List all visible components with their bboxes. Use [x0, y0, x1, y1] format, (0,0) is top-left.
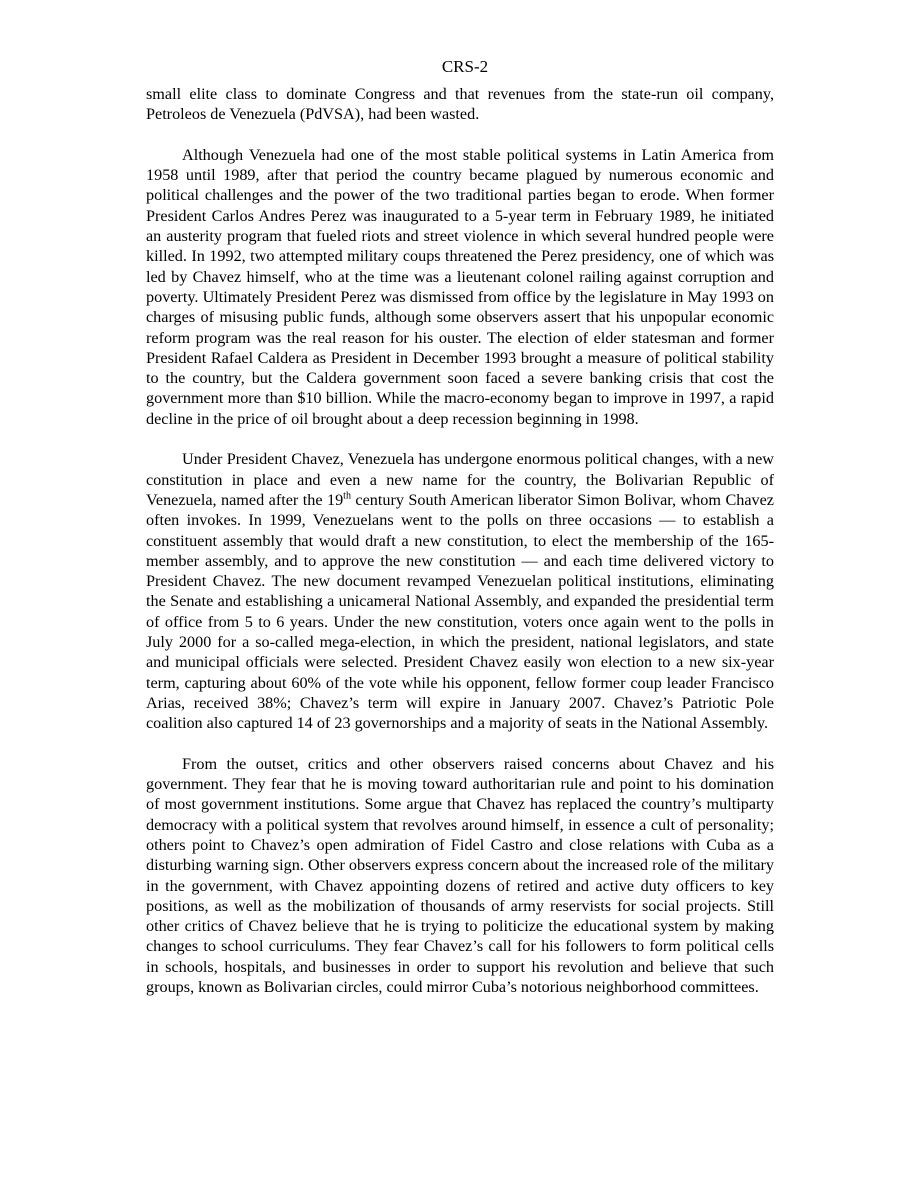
- page-header: CRS-2: [441, 57, 489, 76]
- paragraph-political-history: Although Venezuela had one of the most stable political systems in Latin America from 1958 until 1989, after that period the country became plagued by numerous economic and political challenges and the power of the two traditional parties began to erode. When former President Carlos Andres Perez was inaugurated to a 5-year term in February 1989, he initiated an austerity program that fueled riots and street violence in which several hundred people were killed. In 1992, two attempted military coups threatened the Perez presidency, one of which was led by Chavez himself, who at the time was a lieutenant colonel railing against corruption and poverty. Ultimately President Perez was dismissed from office by the legislature in May 1993 on charges of misusing public funds, although some observers assert that his unpopular economic reform program was the real reason for his ouster. The election of elder statesman and former President Rafael Caldera as President in December 1993 brought a measure of political stability to the country, but the Caldera government soon faced a severe banking crisis that cost the government more than $10 billion. While the macro-economy began to improve in 1997, a rapid decline in the price of oil brought about a deep recession beginning in 1998.: [146, 145, 774, 428]
- paragraph-chavez-changes: [146, 449, 774, 733]
- paragraph-continuation: small elite class to dominate Congress and that revenues from the state-run oil company, Petroleos de Venezuela (PdVSA), had been wasted.: [146, 85, 774, 124]
- ordinal-superscript: th: [343, 490, 351, 502]
- paragraph-critics-concerns: From the outset, critics and other observers raised concerns about Chavez and his government. They fear that he is moving toward authoritarian rule and point to his domination of most government institutions. Some argue that Chavez has replaced the country’s multiparty democracy with a political system that revolves around himself, in essence a cult of personality; others point to Chavez’s open admiration of Fidel Castro and close relations with Cuba as a disturbing warning sign. Other observers express concern about the increased role of the military in the government, with Chavez appointing dozens of retired and active duty officers to key positions, as well as the mobilization of thousands of army reservists for social projects. Still other critics of Chavez believe that he is trying to politicize the educational system by making changes to school curriculums. They fear Chavez’s call for his followers to form political cells in schools, hospitals, and businesses in order to support his revolution and believe that such groups, known as Bolivarian circles, could mirror Cuba’s notorious neighborhood committees.: [146, 754, 774, 997]
- paragraph-text-part: Under President Chavez, Venezuela has undergone enormous political changes, with a new constitution in place and even a new name for the country, the Bolivarian Republic of Venezuela, named after the 19: [146, 450, 774, 509]
- paragraph-text-part: century South American liberator Simon Bolivar, whom Chavez often invokes. In 1999, Venezuelans went to the polls on three occasions — to establish a constituent assembly that would draft a new constitution, to elect the membership of the 165-member assembly, and to approve the new constitution — and each time delivered victory to President Chavez. The new document revamped Venezuelan political institutions, eliminating the Senate and establishing a unicameral National Assembly, and expanded the presidential term of office from 5 to 6 years. Under the new constitution, voters once again went to the polls in July 2000 for a so-called mega-election, in which the president, national legislators, and state and municipal officials were selected. President Chavez easily won election to a new six-year term, capturing about 60% of the vote while his opponent, fellow former coup leader Francisco Arias, received 38%; Chavez’s term will expire in January 2007. Chavez’s Patriotic Pole coalition also captured 14 of 23 governorships and a majority of seats in the National Assembly.: [146, 490, 774, 733]
- document-page: [146, 0, 774, 1018]
